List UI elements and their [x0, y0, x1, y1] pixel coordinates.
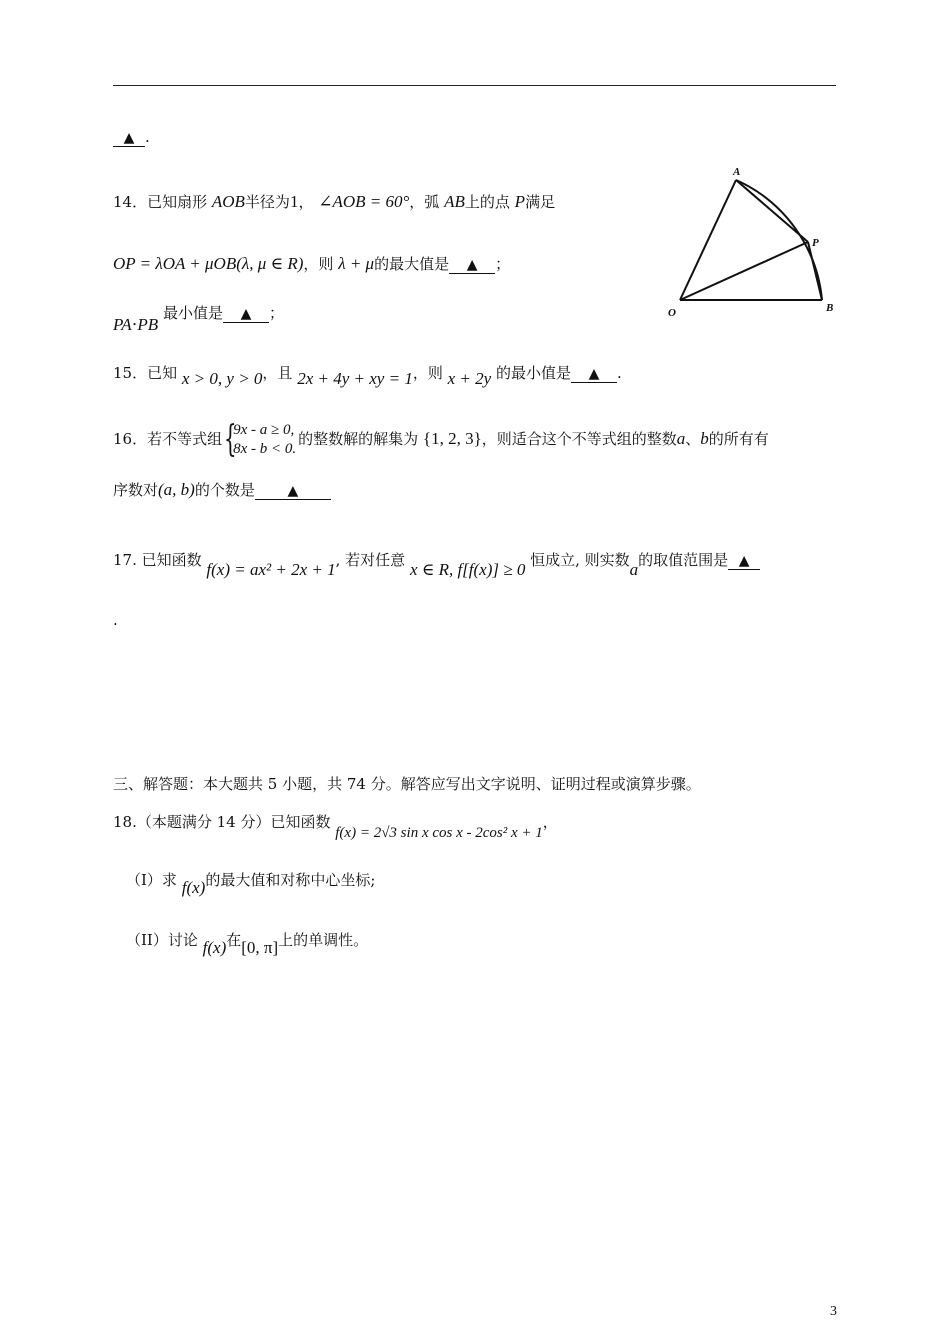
header-rule	[113, 85, 836, 86]
q17: 17. 已知函数 f(x) = ax² + 2x + 1, 若对任意 x ∈ R, f[f(x)] ≥ 0 恒成立, 则实数a的取值范围是 ▲	[113, 549, 760, 571]
q13-tail: ▲ .	[113, 126, 150, 148]
label-P: P	[812, 237, 819, 249]
q18-part2: （II）讨论 f(x)在[0, π]上的单调性。	[126, 931, 369, 957]
segment-OP	[680, 242, 808, 300]
q16-line1: 16．若不等式组 { 9x - a ≥ 0, 8x - b < 0. 的整数解的解集为 {1, 2, 3}，则适合这个不等式组的整数a、b的所有有	[113, 419, 769, 460]
answer-blank[interactable]: ▲	[449, 256, 495, 274]
segment-AP	[736, 180, 808, 242]
label-O: O	[668, 307, 676, 319]
q14-line2: OP = λOA + μOB(λ, μ ∈ R)，则 λ + μ的最大值是 ▲ ；	[113, 254, 511, 273]
q16-line2: 序数对(a, b)的个数是 ▲	[113, 479, 331, 501]
answer-blank[interactable]: ▲	[113, 129, 145, 147]
q17-end: .	[113, 611, 118, 629]
q15: 15．已知 x > 0, y > 0，且 2x + 4y + xy = 1，则 x + 2y 的最小值是 ▲ .	[113, 364, 622, 388]
answer-blank[interactable]: ▲	[728, 552, 760, 570]
answer-blank[interactable]: ▲	[223, 305, 269, 323]
segment-OA	[680, 180, 736, 300]
section-heading: 三、解答题：本大题共 5 小题，共 74 分。解答应写出文字说明、证明过程或演算步骤。	[113, 775, 701, 793]
answer-blank[interactable]: ▲	[571, 365, 617, 383]
q18-stem: 18.（本题满分 14 分）已知函数 f(x) = 2√3 sin x cos x - 2cos² x + 1，	[113, 813, 558, 841]
inequality-system: { 9x - a ≥ 0, 8x - b < 0.	[224, 419, 297, 460]
answer-blank[interactable]: ▲	[255, 482, 331, 500]
q18-part1: （I）求 f(x)的最大值和对称中心坐标;	[126, 871, 376, 897]
sector-figure	[660, 160, 840, 325]
q14-line3: PA⋅PB 最小值是 ▲ ；	[113, 304, 284, 334]
sector-arc	[736, 180, 822, 300]
segment-PB	[808, 242, 822, 300]
q14-line1: 14．已知扇形 AOB半径为1， ∠AOB = 60°，弧 AB上的点 P满足	[113, 192, 556, 211]
page-number: 3	[830, 1304, 837, 1319]
label-A: A	[733, 166, 741, 178]
label-B: B	[826, 302, 834, 314]
